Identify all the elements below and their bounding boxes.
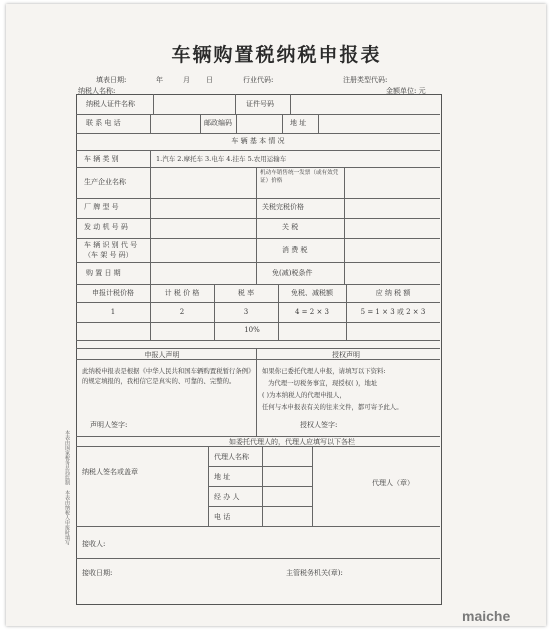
col-line — [200, 114, 201, 133]
row-line — [76, 340, 440, 341]
taxpayer-seal-label: 纳税人签名或盖章 — [82, 468, 138, 476]
agent-phone-label: 电 话 — [214, 513, 231, 521]
calc-number: 2 — [179, 308, 185, 316]
month-label: 月 — [183, 76, 190, 84]
authorization-heading: 授权声明 — [332, 351, 360, 359]
col-line — [344, 167, 345, 284]
col-line — [235, 94, 236, 114]
vehicle-category-options: 1.汽车 2.摩托车 3.电车 4.挂车 5.农用运输车 — [156, 155, 287, 163]
taxpayer-name-label: 纳税人名称: — [78, 87, 116, 95]
row-line — [76, 302, 440, 303]
authorization-line-4: 任何与本申报表有关的往来文件，都可寄予此人。 — [262, 403, 403, 411]
authorization-line-2: 为代理一切税务事宜，现授权( )，地址 — [268, 379, 378, 387]
amount-unit-label: 金额单位: 元 — [386, 87, 426, 95]
row-line — [76, 446, 440, 447]
authorization-line-1: 如果你已委托代理人申报，请填写以下资料: — [262, 367, 386, 375]
row-line — [76, 262, 440, 263]
row-line — [76, 133, 440, 134]
col-line — [278, 284, 279, 340]
col-line — [282, 114, 283, 133]
calc-header: 应 纳 税 额 — [375, 289, 411, 297]
row-line — [208, 466, 312, 467]
row-line — [76, 359, 440, 360]
receive-date-label: 接收日期: — [82, 569, 113, 577]
col-line — [208, 446, 209, 526]
registration-type-label: 注册类型代码: — [343, 76, 388, 84]
calc-header: 申报计税价格 — [92, 289, 134, 297]
postcode-label: 邮政编码 — [204, 119, 232, 127]
col-line — [214, 284, 215, 340]
vin-label: 车 辆 识 别 代 号 — [84, 241, 138, 249]
col-line — [346, 284, 347, 340]
engine-number-label: 发 动 机 号 码 — [84, 223, 128, 231]
customs-duty-label: 关 税 — [282, 223, 299, 231]
declarant-heading: 申报人声明 — [144, 351, 180, 359]
col-line — [312, 446, 313, 526]
calc-header: 计 税 价 格 — [164, 289, 200, 297]
declaration-form-table — [76, 94, 442, 605]
col-line — [318, 114, 319, 133]
row-line — [76, 526, 440, 527]
col-line — [150, 150, 151, 284]
col-line — [290, 94, 291, 114]
phone-label: 联 系 电 话 — [86, 119, 121, 127]
calc-number: 5 = 1 × 3 或 2 × 3 — [360, 308, 426, 316]
side-note-left-2: 本表由纳税人申报时填写 — [64, 490, 70, 545]
col-line — [256, 167, 257, 284]
row-line — [76, 167, 440, 168]
col-line — [256, 348, 257, 436]
authorization-line-3: ( )为本纳税人的代理申报人， — [262, 391, 346, 399]
watermark-logo: maiche — [462, 608, 511, 624]
manufacturer-label: 生产企业名称 — [84, 178, 126, 186]
invoice-price-label: 机动车销售统一发票（或有效凭证）价格 — [260, 170, 339, 184]
row-line — [76, 238, 440, 239]
receiver-label: 接收人: — [82, 540, 106, 548]
calc-number: 1 — [110, 308, 116, 316]
row-line — [76, 150, 440, 151]
row-line — [76, 218, 440, 219]
row-line — [76, 348, 440, 349]
agent-section-heading: 如委托代理人的，代理人应填写以下各栏 — [229, 438, 355, 446]
row-line — [76, 322, 440, 323]
id-number-label: 证件号码 — [246, 100, 274, 108]
year-label: 年 — [156, 76, 163, 84]
row-line — [76, 436, 440, 437]
row-line — [76, 284, 440, 285]
row-line — [208, 506, 312, 507]
agent-name-label: 代理人名称 — [214, 453, 249, 461]
model-label: 厂 牌 型 号 — [84, 203, 119, 211]
calc-header: 税 率 — [237, 289, 255, 297]
consumption-tax-label: 消 费 税 — [282, 246, 308, 254]
calc-number: 3 — [243, 308, 249, 316]
vehicle-info-heading: 车 辆 基 本 情 况 — [231, 137, 285, 145]
authorizer-sign-label: 授权人签字: — [300, 421, 338, 429]
vehicle-category-label: 车 辆 类 别 — [84, 155, 119, 163]
side-note-left: 本表由国家税务总局监制 — [64, 430, 70, 485]
address-label: 地 址 — [290, 119, 307, 127]
declarant-sign-label: 声明人签字: — [90, 421, 128, 429]
id-name-label: 纳税人证件名称 — [86, 100, 135, 108]
col-line — [150, 114, 151, 133]
tax-office-label: 主管税务机关(章): — [286, 569, 343, 577]
day-label: 日 — [206, 76, 213, 84]
tax-rate-value: 10% — [244, 326, 260, 334]
col-line — [236, 114, 237, 133]
fill-date-label: 填表日期: — [96, 76, 127, 84]
form-title: 车辆购置税纳税申报表 — [171, 44, 382, 66]
col-line — [262, 446, 263, 526]
exemption-condition-label: 免(减)税条件 — [272, 269, 313, 277]
frame-number-label: （车 架 号 码） — [84, 251, 133, 259]
col-line — [153, 94, 154, 114]
purchase-date-label: 购 置 日 期 — [86, 269, 121, 277]
col-line — [150, 284, 151, 340]
row-line — [76, 558, 440, 559]
calc-header: 免税、减税额 — [291, 289, 333, 297]
declarant-statement: 此纳税申报表是根据《中华人民共和国车辆购置税暂行条例》的规定填报的，我相信它是真实的、可靠的、完整的。 — [82, 367, 252, 385]
calc-number: 4 = 2 × 3 — [295, 308, 329, 316]
agent-handler-label: 经 办 人 — [214, 493, 240, 501]
agent-seal-label: 代理人（章） — [372, 479, 414, 487]
row-line — [208, 486, 312, 487]
row-line — [76, 198, 440, 199]
row-line — [76, 114, 440, 115]
industry-code-label: 行业代码: — [243, 76, 274, 84]
customs-price-label: 关税完税价格 — [262, 203, 304, 211]
agent-address-label: 地 址 — [214, 473, 231, 481]
